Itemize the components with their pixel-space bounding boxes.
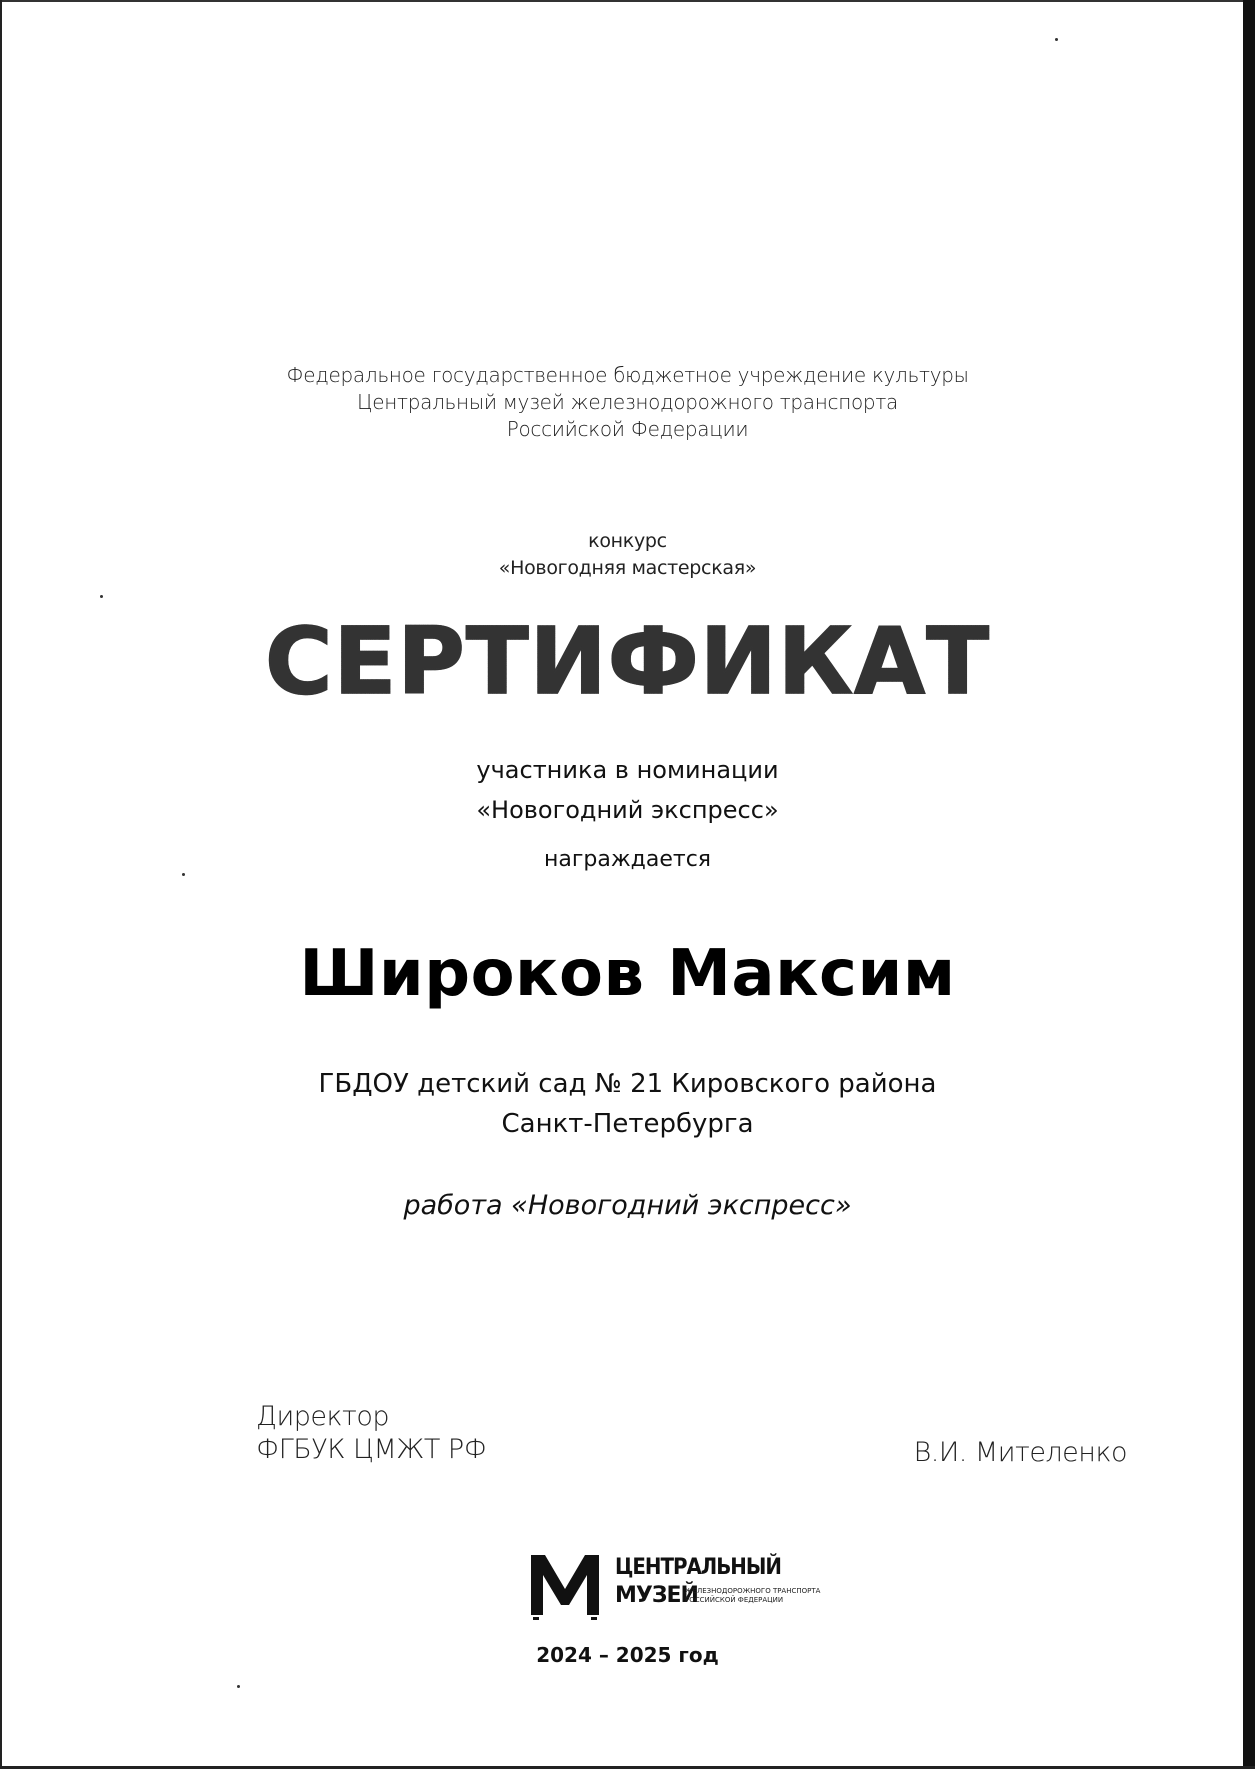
scan-speck	[1055, 38, 1058, 41]
nomination-block	[0, 750, 1255, 830]
contest-block	[0, 528, 1255, 582]
signature-position	[256, 1400, 486, 1466]
institution-block	[0, 1064, 1255, 1144]
scan-speck	[237, 1685, 240, 1688]
work-title: работа «Новогодний экспресс»	[403, 1190, 852, 1221]
recipient-name: Широков Максим	[299, 937, 956, 1011]
logo-text-line-1: ЦЕНТРАЛЬНЫЙ	[615, 1555, 781, 1580]
organization-line-1: Федеральное государственное бюджетное учреждение культуры	[286, 363, 969, 387]
contest-name: «Новогодняя мастерская»	[498, 557, 757, 579]
position-line-1: Директор	[256, 1401, 390, 1432]
organization-line-2: Центральный музей железнодорожного транспорта	[357, 390, 898, 414]
certificate-title	[0, 608, 1255, 715]
organization-header	[0, 362, 1255, 443]
nomination-line-2: «Новогодний экспресс»	[476, 796, 779, 824]
logo-small-line-2: РОССИЙСКОЙ ФЕДЕРАЦИИ	[685, 1596, 784, 1604]
organization-line-3: Российской Федерации	[506, 417, 749, 441]
signer-name: В.И. Мителенко	[913, 1437, 1127, 1468]
scan-edge-top	[0, 0, 1255, 2]
contest-label: конкурс	[588, 530, 667, 552]
institution-line-1: ГБДОУ детский сад № 21 Кировского района	[318, 1069, 937, 1099]
awarded-text: награждается	[543, 847, 712, 872]
scan-speck	[100, 595, 103, 598]
nomination-line-1: участника в номинации	[476, 756, 779, 784]
museum-m-logo-icon	[529, 1549, 601, 1621]
museum-logo	[529, 1549, 849, 1629]
institution-line-2: Санкт-Петербурга	[501, 1109, 754, 1139]
years-text: 2024 – 2025 год	[536, 1643, 719, 1667]
scan-edge-left	[0, 0, 2, 1769]
logo-text-line-2: МУЗЕЙ	[615, 1583, 698, 1608]
certificate-title-text: СЕРТИФИКАТ	[265, 608, 990, 715]
logo-small-text	[685, 1587, 845, 1605]
position-line-2: ФГБУК ЦМЖТ РФ	[256, 1434, 487, 1465]
logo-small-line-1: ЖЕЛЕЗНОДОРОЖНОГО ТРАНСПОРТА	[685, 1587, 821, 1595]
scan-edge-right	[1243, 0, 1255, 1769]
